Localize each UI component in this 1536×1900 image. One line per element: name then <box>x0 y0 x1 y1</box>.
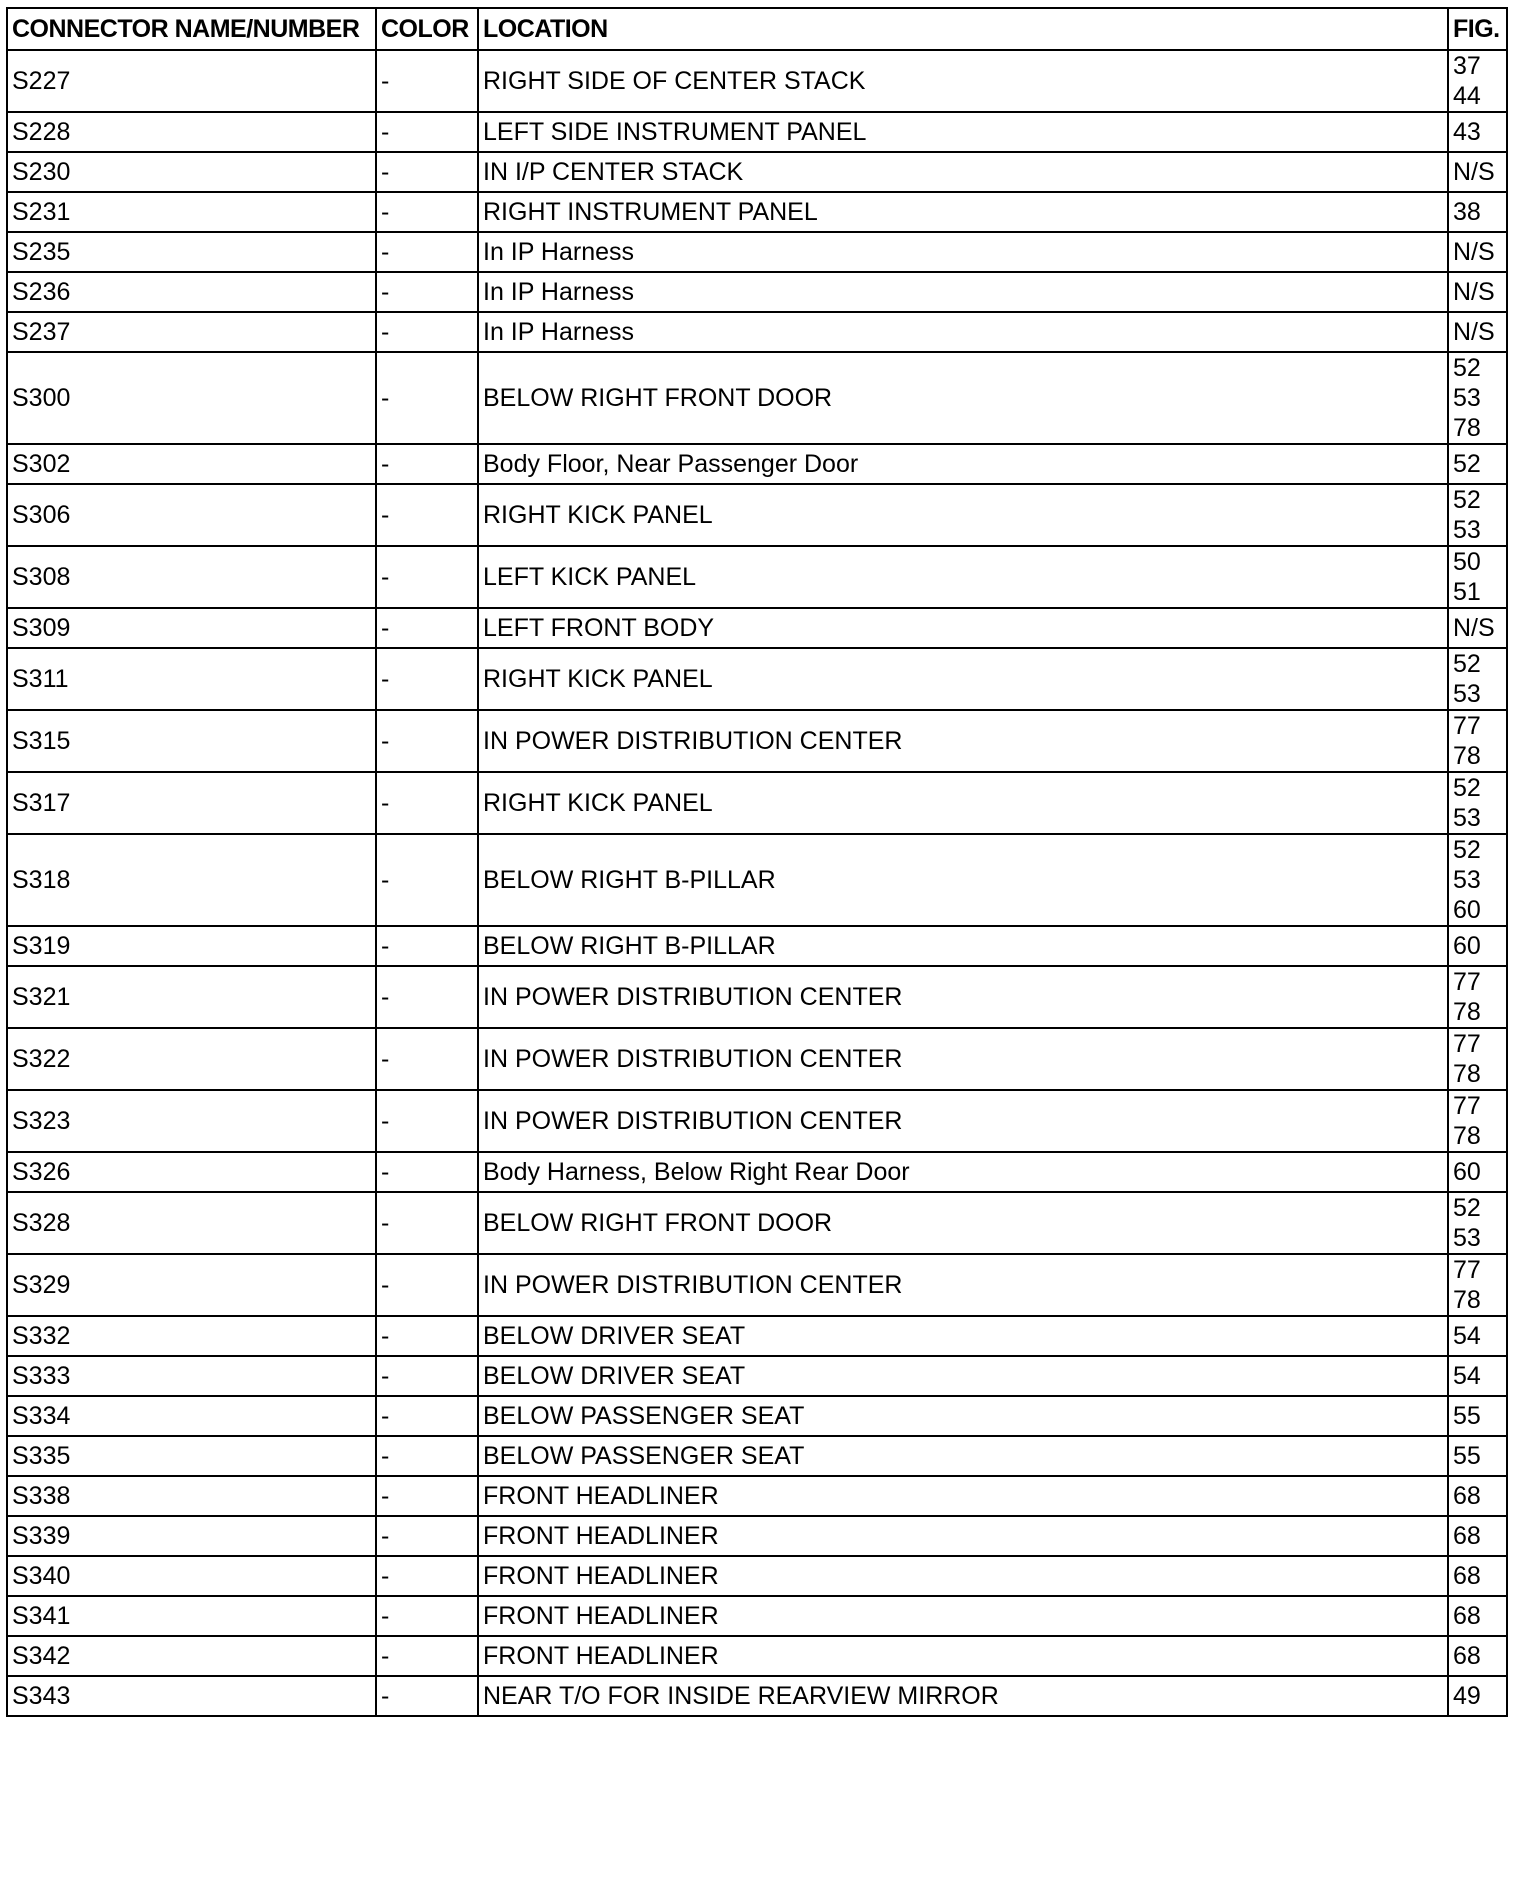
connector-name-cell: S300 <box>7 352 376 444</box>
connector-name-cell: S341 <box>7 1596 376 1636</box>
header-connector-name: CONNECTOR NAME/NUMBER <box>7 8 376 50</box>
location-cell: RIGHT KICK PANEL <box>478 648 1448 710</box>
color-cell: - <box>376 834 478 926</box>
connector-name-cell: S227 <box>7 50 376 112</box>
fig-number: 53 <box>1453 680 1481 708</box>
fig-number: 77 <box>1453 968 1481 996</box>
table-row <box>7 1396 1507 1436</box>
fig-number: 54 <box>1453 1362 1481 1390</box>
connector-name-cell: S328 <box>7 1192 376 1254</box>
connector-name-cell: S329 <box>7 1254 376 1316</box>
connector-name-cell: S321 <box>7 966 376 1028</box>
color-cell: - <box>376 1028 478 1090</box>
fig-number: 52 <box>1453 650 1481 678</box>
table-row <box>7 710 1507 772</box>
fig-cell <box>1448 834 1507 926</box>
connector-name-cell: S236 <box>7 272 376 312</box>
fig-cell <box>1448 112 1507 152</box>
fig-cell <box>1448 966 1507 1028</box>
color-cell: - <box>376 50 478 112</box>
fig-number: 52 <box>1453 450 1481 478</box>
fig-cell <box>1448 1254 1507 1316</box>
fig-number: 68 <box>1453 1602 1481 1630</box>
fig-cell <box>1448 444 1507 484</box>
table-row <box>7 1556 1507 1596</box>
fig-cell <box>1448 546 1507 608</box>
location-cell: IN POWER DISTRIBUTION CENTER <box>478 966 1448 1028</box>
table-row <box>7 1516 1507 1556</box>
color-cell: - <box>376 192 478 232</box>
location-cell: RIGHT INSTRUMENT PANEL <box>478 192 1448 232</box>
color-cell: - <box>376 1316 478 1356</box>
color-cell: - <box>376 772 478 834</box>
connector-name-cell: S319 <box>7 926 376 966</box>
fig-number: 53 <box>1453 1224 1481 1252</box>
table-row <box>7 834 1507 926</box>
color-cell: - <box>376 484 478 546</box>
connector-name-cell: S302 <box>7 444 376 484</box>
location-cell: IN POWER DISTRIBUTION CENTER <box>478 1254 1448 1316</box>
fig-number: 55 <box>1453 1402 1481 1430</box>
fig-cell <box>1448 232 1507 272</box>
table-row <box>7 1436 1507 1476</box>
location-cell: FRONT HEADLINER <box>478 1596 1448 1636</box>
color-cell: - <box>376 232 478 272</box>
fig-cell <box>1448 1516 1507 1556</box>
color-cell: - <box>376 1254 478 1316</box>
table-row <box>7 152 1507 192</box>
fig-number: 37 <box>1453 52 1481 80</box>
location-cell: LEFT SIDE INSTRUMENT PANEL <box>478 112 1448 152</box>
location-cell: FRONT HEADLINER <box>478 1636 1448 1676</box>
fig-cell <box>1448 312 1507 352</box>
fig-cell <box>1448 608 1507 648</box>
fig-cell <box>1448 192 1507 232</box>
fig-cell <box>1448 50 1507 112</box>
fig-cell <box>1448 1636 1507 1676</box>
connector-name-cell: S334 <box>7 1396 376 1436</box>
color-cell: - <box>376 966 478 1028</box>
location-cell: In IP Harness <box>478 312 1448 352</box>
connector-name-cell: S338 <box>7 1476 376 1516</box>
fig-cell <box>1448 1316 1507 1356</box>
color-cell: - <box>376 1192 478 1254</box>
fig-cell <box>1448 1396 1507 1436</box>
color-cell: - <box>376 1356 478 1396</box>
fig-number: 77 <box>1453 1030 1481 1058</box>
fig-cell <box>1448 352 1507 444</box>
fig-number: 78 <box>1453 1060 1481 1088</box>
fig-cell <box>1448 1090 1507 1152</box>
table-row <box>7 1676 1507 1716</box>
fig-number: 44 <box>1453 82 1481 110</box>
fig-number: 60 <box>1453 932 1481 960</box>
color-cell: - <box>376 1676 478 1716</box>
fig-cell <box>1448 1476 1507 1516</box>
connector-name-cell: S311 <box>7 648 376 710</box>
table-row <box>7 648 1507 710</box>
fig-number: 49 <box>1453 1682 1481 1710</box>
fig-number: N/S <box>1453 614 1495 642</box>
fig-number: 55 <box>1453 1442 1481 1470</box>
table-body <box>7 50 1507 1716</box>
table-row <box>7 546 1507 608</box>
fig-cell <box>1448 1192 1507 1254</box>
table-row <box>7 1476 1507 1516</box>
fig-number: 38 <box>1453 198 1481 226</box>
header-row <box>7 8 1507 50</box>
fig-number: 52 <box>1453 486 1481 514</box>
fig-number: 68 <box>1453 1642 1481 1670</box>
connector-name-cell: S317 <box>7 772 376 834</box>
table-row <box>7 1152 1507 1192</box>
table-row <box>7 1028 1507 1090</box>
color-cell: - <box>376 1152 478 1192</box>
connector-name-cell: S332 <box>7 1316 376 1356</box>
location-cell: FRONT HEADLINER <box>478 1516 1448 1556</box>
table-row <box>7 608 1507 648</box>
fig-number: N/S <box>1453 158 1495 186</box>
location-cell: RIGHT KICK PANEL <box>478 484 1448 546</box>
fig-cell <box>1448 1436 1507 1476</box>
connector-name-cell: S308 <box>7 546 376 608</box>
connector-name-cell: S342 <box>7 1636 376 1676</box>
location-cell: RIGHT KICK PANEL <box>478 772 1448 834</box>
fig-number: 52 <box>1453 354 1481 382</box>
color-cell: - <box>376 1636 478 1676</box>
connector-name-cell: S340 <box>7 1556 376 1596</box>
table-row <box>7 1356 1507 1396</box>
fig-cell <box>1448 1596 1507 1636</box>
fig-number: 78 <box>1453 414 1481 442</box>
fig-number: 77 <box>1453 1092 1481 1120</box>
color-cell: - <box>376 546 478 608</box>
location-cell: IN I/P CENTER STACK <box>478 152 1448 192</box>
color-cell: - <box>376 1090 478 1152</box>
fig-number: 68 <box>1453 1562 1481 1590</box>
location-cell: RIGHT SIDE OF CENTER STACK <box>478 50 1448 112</box>
fig-number: 51 <box>1453 578 1481 606</box>
table-row <box>7 1316 1507 1356</box>
location-cell: In IP Harness <box>478 232 1448 272</box>
header-color: COLOR <box>376 8 478 50</box>
color-cell: - <box>376 1476 478 1516</box>
fig-number: 77 <box>1453 712 1481 740</box>
fig-number: 78 <box>1453 998 1481 1026</box>
location-cell: BELOW DRIVER SEAT <box>478 1316 1448 1356</box>
connector-name-cell: S315 <box>7 710 376 772</box>
connector-name-cell: S228 <box>7 112 376 152</box>
location-cell: IN POWER DISTRIBUTION CENTER <box>478 1028 1448 1090</box>
fig-number: 52 <box>1453 1194 1481 1222</box>
location-cell: NEAR T/O FOR INSIDE REARVIEW MIRROR <box>478 1676 1448 1716</box>
fig-cell <box>1448 1152 1507 1192</box>
location-cell: BELOW RIGHT B-PILLAR <box>478 834 1448 926</box>
fig-number: 54 <box>1453 1322 1481 1350</box>
location-cell: BELOW PASSENGER SEAT <box>478 1396 1448 1436</box>
connector-name-cell: S333 <box>7 1356 376 1396</box>
connector-name-cell: S323 <box>7 1090 376 1152</box>
color-cell: - <box>376 648 478 710</box>
location-cell: In IP Harness <box>478 272 1448 312</box>
color-cell: - <box>376 312 478 352</box>
fig-number: 50 <box>1453 548 1481 576</box>
fig-cell <box>1448 1556 1507 1596</box>
table-row <box>7 1596 1507 1636</box>
color-cell: - <box>376 710 478 772</box>
table-row <box>7 312 1507 352</box>
location-cell: Body Floor, Near Passenger Door <box>478 444 1448 484</box>
color-cell: - <box>376 112 478 152</box>
connector-name-cell: S235 <box>7 232 376 272</box>
fig-number: N/S <box>1453 278 1495 306</box>
fig-number: 43 <box>1453 118 1481 146</box>
fig-cell <box>1448 926 1507 966</box>
location-cell: LEFT KICK PANEL <box>478 546 1448 608</box>
table-header <box>7 8 1507 50</box>
fig-cell <box>1448 152 1507 192</box>
fig-number: 52 <box>1453 774 1481 802</box>
location-cell: BELOW RIGHT FRONT DOOR <box>478 352 1448 444</box>
table-row <box>7 966 1507 1028</box>
fig-number: 78 <box>1453 1122 1481 1150</box>
table-row <box>7 1636 1507 1676</box>
fig-cell <box>1448 272 1507 312</box>
color-cell: - <box>376 352 478 444</box>
fig-number: 53 <box>1453 384 1481 412</box>
connector-name-cell: S326 <box>7 1152 376 1192</box>
connector-name-cell: S339 <box>7 1516 376 1556</box>
connector-name-cell: S309 <box>7 608 376 648</box>
fig-cell <box>1448 772 1507 834</box>
table-row <box>7 232 1507 272</box>
table-row <box>7 484 1507 546</box>
table-row <box>7 772 1507 834</box>
fig-number: N/S <box>1453 238 1495 266</box>
fig-cell <box>1448 1028 1507 1090</box>
location-cell: FRONT HEADLINER <box>478 1476 1448 1516</box>
fig-number: 78 <box>1453 1286 1481 1314</box>
fig-cell <box>1448 484 1507 546</box>
connector-name-cell: S231 <box>7 192 376 232</box>
fig-number: 53 <box>1453 516 1481 544</box>
fig-cell <box>1448 648 1507 710</box>
connector-name-cell: S237 <box>7 312 376 352</box>
location-cell: BELOW DRIVER SEAT <box>478 1356 1448 1396</box>
color-cell: - <box>376 1436 478 1476</box>
header-fig: FIG. <box>1448 8 1507 50</box>
connector-name-cell: S335 <box>7 1436 376 1476</box>
fig-number: 78 <box>1453 742 1481 770</box>
fig-number: 68 <box>1453 1482 1481 1510</box>
fig-number: 52 <box>1453 836 1481 864</box>
location-cell: IN POWER DISTRIBUTION CENTER <box>478 1090 1448 1152</box>
location-cell: BELOW RIGHT FRONT DOOR <box>478 1192 1448 1254</box>
color-cell: - <box>376 926 478 966</box>
location-cell: Body Harness, Below Right Rear Door <box>478 1152 1448 1192</box>
location-cell: IN POWER DISTRIBUTION CENTER <box>478 710 1448 772</box>
connector-name-cell: S318 <box>7 834 376 926</box>
connector-table <box>6 7 1508 1717</box>
fig-cell <box>1448 1676 1507 1716</box>
color-cell: - <box>376 1556 478 1596</box>
table-row <box>7 1192 1507 1254</box>
fig-number: 53 <box>1453 804 1481 832</box>
connector-name-cell: S230 <box>7 152 376 192</box>
fig-cell <box>1448 710 1507 772</box>
table-row <box>7 1254 1507 1316</box>
color-cell: - <box>376 444 478 484</box>
table-row <box>7 272 1507 312</box>
table-row <box>7 352 1507 444</box>
table-row <box>7 192 1507 232</box>
location-cell: FRONT HEADLINER <box>478 1556 1448 1596</box>
location-cell: LEFT FRONT BODY <box>478 608 1448 648</box>
color-cell: - <box>376 608 478 648</box>
color-cell: - <box>376 1596 478 1636</box>
connector-name-cell: S306 <box>7 484 376 546</box>
color-cell: - <box>376 272 478 312</box>
connector-name-cell: S343 <box>7 1676 376 1716</box>
table-row <box>7 1090 1507 1152</box>
connector-name-cell: S322 <box>7 1028 376 1090</box>
table-row <box>7 50 1507 112</box>
fig-number: 77 <box>1453 1256 1481 1284</box>
location-cell: BELOW RIGHT B-PILLAR <box>478 926 1448 966</box>
table-row <box>7 444 1507 484</box>
location-cell: BELOW PASSENGER SEAT <box>478 1436 1448 1476</box>
fig-number: N/S <box>1453 318 1495 346</box>
table-row <box>7 926 1507 966</box>
table-row <box>7 112 1507 152</box>
fig-number: 60 <box>1453 896 1481 924</box>
fig-number: 53 <box>1453 866 1481 894</box>
fig-number: 60 <box>1453 1158 1481 1186</box>
header-location: LOCATION <box>478 8 1448 50</box>
color-cell: - <box>376 152 478 192</box>
fig-number: 68 <box>1453 1522 1481 1550</box>
color-cell: - <box>376 1396 478 1436</box>
color-cell: - <box>376 1516 478 1556</box>
fig-cell <box>1448 1356 1507 1396</box>
